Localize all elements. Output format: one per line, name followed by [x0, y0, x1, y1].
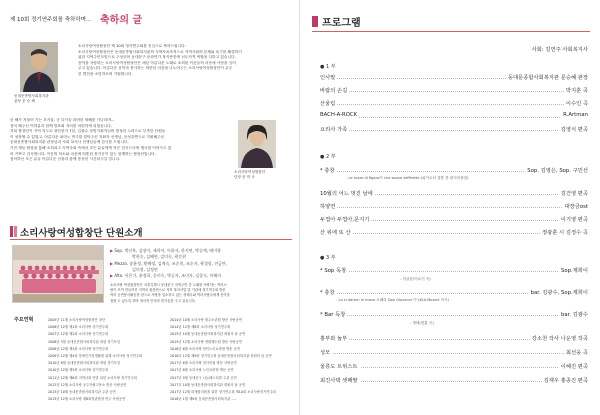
piece-title: * Bar 독창 [320, 312, 346, 318]
program-row [320, 125, 588, 134]
text-line: 동대문종합사회복지관 관장님과 사회 복지사 선생님들께 감사를 드립니다. [10, 140, 129, 145]
text-line: 한 발전을 소망하오며 기원합니다. [78, 71, 133, 76]
text-line: 소리사랑여성합창단은 동대문종합사회복지관의 지역자치조직으로 지역사회의 문제와 욕구를 해결하기 [78, 49, 242, 54]
history-item: 2017년 8월 소리사랑 노인요양원 방문 공연 [170, 368, 234, 373]
history-item: 2017년 6월 소리사랑 천사의집 방문 사랑공연 [170, 361, 237, 366]
program-row [320, 215, 588, 224]
text-line: 소리사랑여성합창단 제 10회 정기연주회를 진심으로 축하드립니다. [78, 44, 186, 48]
piece-title: 두껍아 두껍아,문지기 [320, 217, 370, 223]
piece-title: 바람의 손길 [320, 88, 348, 94]
history-item: 2005년 11월 소리사랑여성합창단 창단 [48, 318, 106, 322]
piece-credit: bar. 김광수, Sop.제희이 [530, 290, 588, 296]
section-divider [312, 31, 590, 32]
history-item: 2014년 10월 소리사랑 합주소년원 방문 사랑공연 [170, 318, 242, 322]
director-caption [14, 94, 74, 104]
program-row [320, 189, 588, 198]
part-label-text: 2 부 [325, 154, 336, 160]
history-item: 2016년 12월 제9회 정기연주회 동대문종합사회복지관 회원의 날 공연 [170, 354, 272, 359]
greeting-paragraph-1 [78, 44, 292, 78]
text-line: 접할 수 있도록 하며 정서적 안정과 즐거움을 주고 있습니다. [110, 298, 196, 303]
history-item: 2009년 12월 제4회 장애인가정생활팀 위해 소리사랑 정기연주회 [48, 354, 143, 359]
dotted-leader [320, 353, 588, 354]
dotted-leader [320, 117, 588, 118]
conductor-photo [238, 120, 276, 168]
piece-subtitle: - La ci darem la mano 오페라 Don Giovanni 中 (W.A.Mozart 작곡) [336, 298, 449, 302]
piece-credit: 이수인 곡 [565, 101, 588, 107]
conductor-caption [234, 170, 294, 180]
member-names: 송윤정, 황혜정, 김계숙, 조순희, 조순자, 곽경림, 전금란, [129, 260, 228, 266]
program-row [320, 202, 588, 211]
piece-credit: 동대문종합사회복지관 문승혜 관장 [507, 75, 588, 81]
piece-title: 요리사 가족 [320, 127, 348, 133]
program-row [320, 166, 588, 175]
member-part: Mezzo. [114, 260, 129, 266]
text-line: 음악을 사랑하는 소리사랑여성합창단은 매년 아름다운 노래로 소외된 이웃들의 마음에 사랑을 심어 [78, 60, 236, 65]
part-2-label: ● 2 부 [320, 154, 336, 160]
history-item: 2018년 1월 제9회 동대문종합사회복지관 ..... [170, 397, 237, 402]
section-divider [10, 239, 292, 240]
program-row [320, 99, 588, 108]
piece-credit: 이기영 편곡 [560, 217, 588, 223]
text-line: 어 기쁘고 감사합니다. 이웃의 미소와 마음에 따뜻한 봄기운이 있는 함께하는 합창단입니다. [10, 151, 156, 156]
dotted-leader [320, 130, 588, 131]
piece-title: 홍부와 놀부 [320, 336, 348, 342]
history-item: 2010년 12월 제5회 소리사랑 정기연주회 [48, 368, 109, 373]
program-row [320, 73, 588, 82]
piece-title: 산울림 [320, 101, 336, 107]
history-item: 2008년 12월 제3회 소리사랑 정기연주회 [48, 346, 109, 351]
program-row [320, 288, 588, 297]
text-line: 위한 지역주민모임으로 구성되어 동대문구 문화여가 복지증진에 선도자적 역할을 다하고 있습니다. [78, 55, 236, 60]
director-caption-line: 관장 문 승 혜 [14, 99, 35, 103]
piece-credit: bar. 김광수 [560, 312, 588, 318]
right-page [300, 0, 600, 415]
greeting-subtitle: 제 10회 정기연주회를 축하하며... [10, 17, 92, 23]
piece-subtitle: - 석굴암(이수인 곡) [400, 277, 431, 281]
piece-title: 하양연 [320, 204, 336, 210]
piece-title: 울릉도 트위스트 [320, 364, 358, 370]
program-row [320, 310, 588, 319]
section-marker-icon [312, 16, 318, 27]
text-line: 소리사랑 여성합창단은 서울특별시 동대문구 지역주민 중 노래를 사랑하는 여러시 [110, 283, 227, 287]
piece-title: 최진사댁 셋째딸 [320, 378, 358, 384]
dotted-leader [320, 104, 588, 105]
part-label-text: 3 부 [325, 255, 336, 261]
piece-title: 산 위에 또 산 [320, 230, 351, 236]
history-item: 2010년 6월 동대문종합사회복지관 회원 정기모임 [48, 361, 121, 366]
piece-credit: 이혜진 편곡 [560, 364, 588, 370]
part-1-label: ● 1 부 [320, 64, 336, 70]
dotted-leader [320, 271, 588, 272]
history-column-1 [48, 317, 168, 403]
piece-credit: R.Artman [563, 112, 588, 118]
members-description [110, 283, 292, 304]
program-row [320, 348, 588, 357]
history-item: 2017년 12월 화개합리원을 위한 정기연주회 제10회 소리사랑정기연주회 [170, 390, 276, 395]
piece-title: * 충창 [320, 290, 335, 296]
greeting-title: 축하의 글 [100, 15, 143, 26]
history-item: 2016년 6월 소리사랑 한덕노인요양원 방문 공연 [170, 346, 240, 351]
piece-subtitle: - 명태(변훈 곡) [410, 321, 434, 325]
dotted-leader [320, 207, 588, 208]
history-item: 2013년 12월 소리사랑 제8회정관합창 연주 사랑공연 [48, 397, 126, 402]
choir-group-photo [12, 245, 104, 303]
part-label-text: 1 부 [325, 64, 336, 70]
text-line: 한 해가 저물어 가는 초겨울, 곧 다가올 화려한 새해를 기다리며... [10, 118, 115, 122]
member-names: 박현숙, 김혜연, 김미숙, 곽순현 [132, 254, 186, 260]
program-row [320, 266, 588, 275]
text-line: 주고 있습니다. 아름다운 음악과 봉사하는 따뜻한 마음을 나누어주는 소리사랑여성합창단이 무궁 [78, 66, 233, 71]
history-item: 2017년 10월 동대문종합사회복지관 회원의 날 공연 [170, 382, 246, 387]
member-names: 김미정, 김정연 [132, 266, 158, 272]
program-row [320, 376, 588, 385]
bullet-icon: ▶ [110, 248, 115, 253]
history-item: 2015년 10월 동대문종합사회복지관 회원의 날 공연 [170, 332, 246, 337]
members-section-title: 소리사랑여성합창단 단원소개 [20, 228, 143, 239]
history-item: 2011년 12월 제6회 지역사회 연말 위한 소리사랑 정기연주회 [48, 375, 137, 380]
director-photo [20, 42, 58, 92]
history-item: 2007년 12월 제2회 소리사랑 정기연주회 [48, 332, 109, 337]
history-item: 2008년 3월 동대문종합사회복지관 회원 정기모임 [48, 339, 121, 344]
part-3-label: ● 3 부 [320, 255, 336, 261]
director-caption-line: 동대문종합사회복지관 [14, 94, 49, 98]
piece-subtitle: - Le rozze di figaro中 che soave zeffiretto (피가로의 결혼 중 편지의중창) [346, 176, 469, 180]
piece-title: 성모 [320, 350, 331, 356]
history-item: 2014년 12월 제8회 소리사랑 정기연주회 [170, 325, 231, 330]
program-row [320, 228, 588, 237]
piece-credit: 정광훈 시 김정수 곡 [542, 230, 588, 236]
program-row [320, 362, 588, 371]
piece-title: * Sop 독창 [320, 268, 347, 274]
text-line: 저희 합창단이 지역 지도로 창단된지 7년, 김광수 상임지휘자님의 열정과 노력으로 부족한 단원들 [10, 129, 166, 134]
history-title: 주요연혁 [14, 317, 34, 323]
piece-credit: 강소천 작사 나운영 작곡 [531, 336, 588, 342]
history-column-2 [170, 317, 294, 403]
piece-credit: 김영식 편곡 [560, 127, 588, 133]
member-names: 이은기, 윤정희, 문미숙, 박승자, 조미자, 김종숙, 이혜자 [124, 273, 222, 279]
dotted-leader [320, 367, 588, 368]
member-row [110, 273, 290, 279]
piece-title: BACH-A-ROCK [320, 112, 358, 118]
member-part: Sop. [114, 248, 124, 253]
piece-credit: 김재우 홍종진 편곡 [543, 378, 588, 384]
piece-credit: Sop. 김영은, Sop. 구민선 [527, 168, 588, 174]
greeting-paragraph-2 [10, 118, 220, 163]
history-item: 2015년 12월 소리사랑 양평해수원 방문 사랑공연 [170, 339, 242, 344]
member-part: Alto. [114, 273, 124, 279]
history-item: 2017년 9월 동대문구 나눔페스티벌 주관 공연 [170, 375, 237, 380]
history-item: 2006년 12월 제1회 소리사랑 정기연주회 [48, 325, 109, 330]
text-line: 여러 공연봉사활동을 함으로 사랑을 입소하고 있는 정체우와 여러사람들에게 음악을 [110, 293, 230, 298]
piece-credit: Sop.제희이 [561, 268, 588, 274]
piece-credit: 김건영 편곡 [560, 191, 588, 197]
host-line: 사회: 김연주 사회복지사 [531, 47, 588, 53]
program-row [320, 86, 588, 95]
piece-title: 10월의 어느 멋진 날에 [320, 191, 373, 197]
member-names: 박선옥, 김정이, 제희이, 이윤자, 한지연, 박승예, 배미향 [124, 248, 221, 253]
program-row [320, 112, 588, 121]
section-marker-icon [10, 226, 18, 237]
piece-title: 인사말 [320, 75, 336, 81]
piece-title: * 충창 [320, 168, 335, 174]
piece-credit: 대장금ost [564, 204, 588, 210]
text-line: 참석하신 모든 분들 아름다운 선물과 함께 풍성한 시간되시길 빕니다. [10, 157, 121, 162]
text-line: 람이 모여 만들어진 지역의 합창단으로 지역 복지사업 및 기관에 정기연주회 방문 [110, 288, 226, 293]
text-line: 이 성장할 수 있었고, 아름다운 피아노 반주를 맡아주신 지휘자 선생님, 음성강연으로 지원해주신 [10, 134, 165, 139]
conductor-caption-line: 단장 문 미 숙 [234, 175, 255, 179]
dotted-leader [320, 91, 588, 92]
bullet-icon: ▶ [110, 273, 115, 279]
conductor-caption-line: 소리사랑여성합창단 [234, 170, 266, 174]
program-title: 프로그램 [322, 18, 361, 29]
program-row [320, 334, 588, 343]
history-item: 2013년 10월 동대문종합사회복지관 주관 공연 [48, 390, 116, 395]
piece-credit: 최선웅 곡 [565, 350, 588, 356]
bullet-icon: ▶ [110, 260, 115, 266]
greeting-header [10, 6, 292, 26]
piece-credit: 박지훈 곡 [565, 88, 588, 94]
history-item: 2012년 12월 소리사랑 공주자립고용소 방문 사랑공연 [48, 382, 127, 387]
text-line: 참석 해주신 여러분과 함께 발표회 자리를 마련하게 되었습니다. [10, 123, 112, 128]
dotted-leader [320, 315, 588, 316]
text-line: 가진 재능 합창을 통해 소외되고 지역사회 속에서 모든 분들에게 작은 감사드리며 행사를 이어가고 있 [10, 145, 172, 150]
members-list [110, 248, 290, 279]
